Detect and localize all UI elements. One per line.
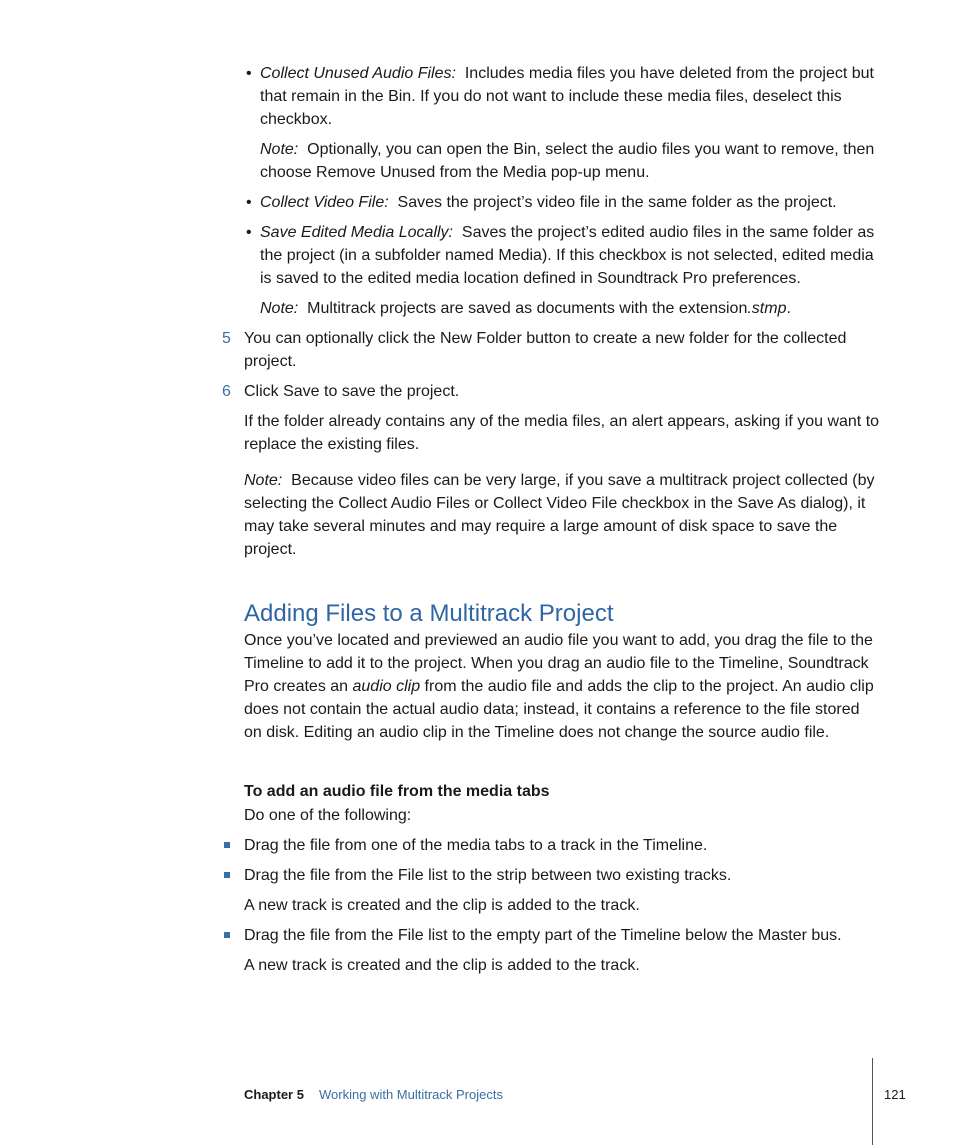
section-intro: Once you’ve located and previewed an audio file you want to add, you drag the file to the Timeline to add it to the project. When you drag an audio file to the Timeline, Soundtrack Pro creates an audio clip from the audio file and adds the clip to the project. An audio clip does not contain the actual audio data; instead, it contains a reference to the file stored on disk. Editing an audio clip in the Timeline does not change the source audio file. — [244, 632, 874, 741]
list-item-followup: A new track is created and the clip is added to the track. — [244, 897, 640, 914]
step-6-followup: If the folder already contains any of the media files, an alert appears, asking if you want to replace the existing files. — [244, 413, 880, 453]
step-number: 6 — [222, 383, 231, 400]
bullet-dot: • — [246, 194, 252, 211]
list-item: Drag the file from the File list to the empty part of the Timeline below the Master bus. — [244, 927, 842, 944]
task-title: To add an audio file from the media tabs — [244, 783, 550, 800]
footer-chapter-title: Working with Multitrack Projects — [319, 1087, 503, 1102]
bullet-dot: • — [246, 65, 252, 82]
footer-divider — [872, 1058, 873, 1145]
step-6-text: Click Save to save the project. — [244, 383, 460, 400]
list-item: Drag the file from the File list to the strip between two existing tracks. — [244, 867, 732, 884]
square-bullet-icon — [224, 872, 230, 878]
bullet-dot: • — [246, 224, 252, 241]
step-number: 5 — [222, 330, 231, 347]
square-bullet-icon — [224, 932, 230, 938]
bullet-collect-unused-audio: Collect Unused Audio Files: Includes media files you have deleted from the project but that remain in the Bin. If you do not want to include these media files, deselect this checkbox. — [260, 65, 874, 128]
task-lead: Do one of the following: — [244, 807, 412, 824]
square-bullet-icon — [224, 842, 230, 848]
note-remove-unused: Note: Optionally, you can open the Bin, select the audio files you want to remove, then choose Remove Unused from the Media pop-up menu. — [260, 141, 875, 181]
step-5-text: You can optionally click the New Folder button to create a new folder for the collected project. — [244, 330, 847, 370]
section-heading: Adding Files to a Multitrack Project — [244, 600, 614, 627]
bullet-save-edited-media: Save Edited Media Locally: Saves the project’s edited audio files in the same folder as the project (in a subfolder named Media). If this checkbox is not selected, edited media is saved to the edited media location defined in Soundtrack Pro preferences. — [260, 224, 875, 287]
note-large-files: Note: Because video files can be very large, if you save a multitrack project collected (by selecting the Collect Audio Files or Collect Video File checkbox in the Save As dialog), it may take several minutes and may require a large amount of disk space to save the project. — [244, 472, 875, 558]
footer-chapter-label: Chapter 5 — [244, 1087, 304, 1102]
list-item-followup: A new track is created and the clip is added to the track. — [244, 957, 640, 974]
page-number: 121 — [884, 1087, 906, 1102]
list-item: Drag the file from one of the media tabs to a track in the Timeline. — [244, 837, 708, 854]
note-stmp-extension: Note: Multitrack projects are saved as documents with the extension.stmp. — [260, 300, 791, 317]
bullet-collect-video-file: Collect Video File: Saves the project’s video file in the same folder as the project. — [260, 194, 837, 211]
